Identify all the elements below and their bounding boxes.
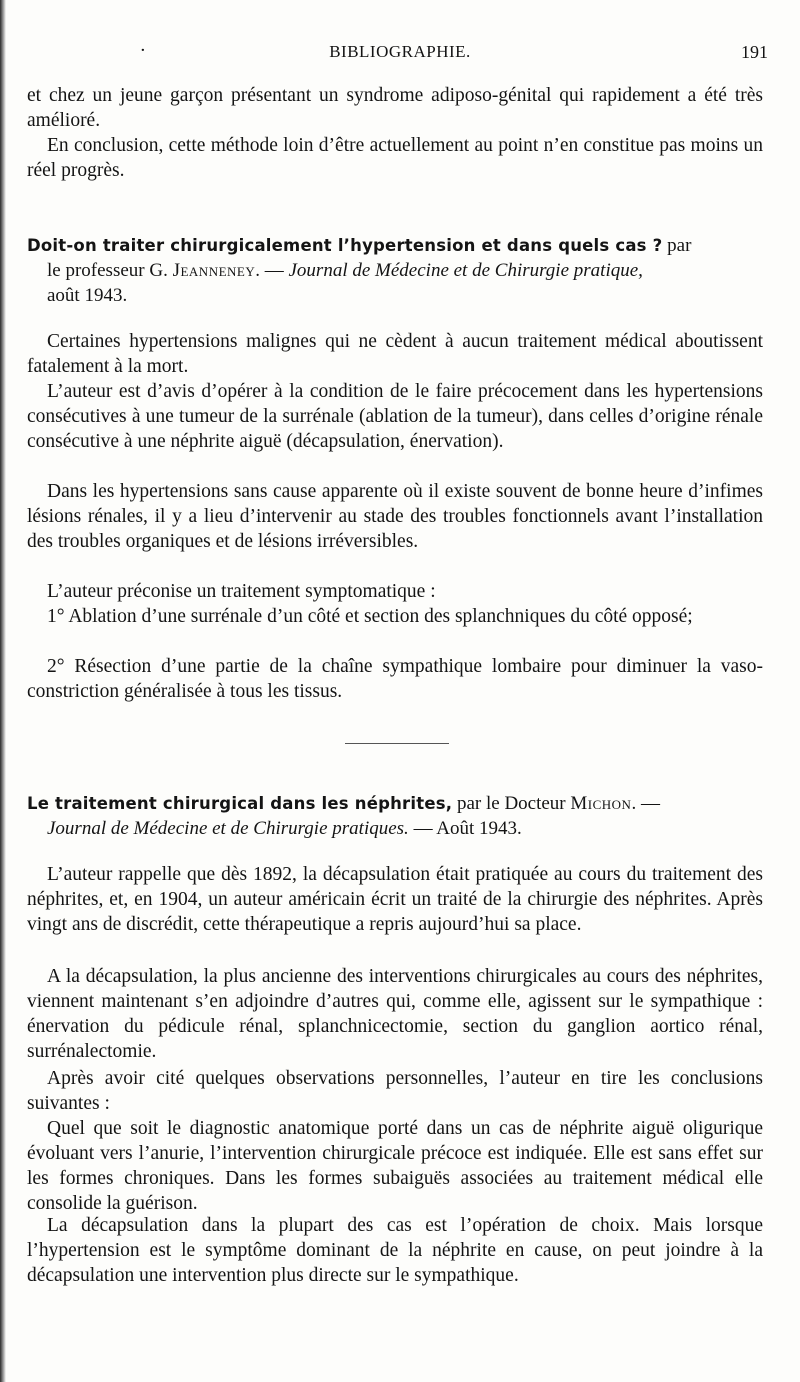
header-dot: · xyxy=(140,40,146,61)
article-1-prefix: le professeur G. xyxy=(47,260,173,281)
article-1-title-line xyxy=(27,233,767,258)
running-header xyxy=(0,42,800,68)
intro-paragraph-1: et chez un jeune garçon présentant un syndrome adiposo-génital qui rapidement a été très amélioré. xyxy=(27,85,763,131)
article-2-by: par le Docteur xyxy=(452,793,571,814)
article-1-paragraph-5: 1° Ablation d’une surrénale d’un côté et section des splanchniques du côté opposé; xyxy=(47,606,693,627)
article-1-reference-line xyxy=(47,258,767,283)
intro-paragraph-2: En conclusion, cette méthode loin d’être actuellement au point n’en constitue pas moins un réel progrès. xyxy=(27,135,763,181)
article-2-paragraph-1: L’auteur rappelle que dès 1892, la décapsulation était pratiquée au cours du traitement des néphrites, et, en 1904, un auteur américain écrit un traité de la chirurgie des néphrites. Après vingt ans de discrédit, cette thérapeutique a repris aujourd’hui sa place. xyxy=(27,864,763,935)
article-2-separator: . — xyxy=(631,793,660,814)
article-2-paragraph-2: A la décapsulation, la plus ancienne des interventions chirurgicales au cours des néphrites, viennent maintenant s’en adjoindre d’autres qui, comme elle, agissent sur le sympathique : énervation du pédicule rénal, splanchnicectomie, section du ganglion aortico rénal, surrénalectomie. xyxy=(27,966,763,1062)
article-1-date: août 1943. xyxy=(47,285,128,306)
article-2-reference-line xyxy=(47,816,767,841)
article-1-journal: Journal de Médecine et de Chirurgie pratique, xyxy=(288,260,643,281)
article-2-journal: Journal de Médecine et de Chirurgie pratiques. xyxy=(47,818,409,839)
article-1-title: Doit-on traiter chirurgicalement l’hypertension et dans quels cas ? xyxy=(27,236,663,255)
article-2-title-line xyxy=(27,791,767,816)
article-1-paragraph-4: L’auteur préconise un traitement symptomatique : xyxy=(47,581,436,602)
article-2-title: Le traitement chirurgical dans les néphrites, xyxy=(27,794,453,813)
page-edge-shadow xyxy=(0,0,6,1382)
section-divider xyxy=(345,743,449,744)
article-2-author: Michon xyxy=(570,793,632,814)
article-2-paragraph-5: La décapsulation dans la plupart des cas est l’opération de choix. Mais lorsque l’hypertension est le symptôme dominant de la néphrite en cause, on peut joindre à la décapsulation une intervention plus directe sur le sympathique. xyxy=(27,1215,763,1286)
header-title: BIBLIOGRAPHIE. xyxy=(329,42,471,61)
article-1-author: Jeanneney xyxy=(172,260,256,281)
page-number: 191 xyxy=(741,42,768,62)
article-1-paragraph-2: L’auteur est d’avis d’opérer à la condition de le faire précocement dans les hypertensions consécutives à une tumeur de la surrénale (ablation de la tumeur), dans celles d’origine rénale consécutive à une néphrite aiguë (décapsulation, énervation). xyxy=(27,381,763,452)
article-1-separator: . — xyxy=(255,260,289,281)
article-1-by: par xyxy=(662,235,692,256)
article-1-paragraph-6: 2° Résection d’une partie de la chaîne sympathique lombaire pour diminuer la vaso-constriction généralisée à tous les tissus. xyxy=(27,656,763,702)
article-2-paragraph-4: Quel que soit le diagnostic anatomique porté dans un cas de néphrite aiguë oligurique évoluant vers l’anurie, l’intervention chirurgicale précoce est indiquée. Elle est sans effet sur les formes chroniques. Dans les formes subaiguës associées au traitement médical elle consolide la guérison. xyxy=(27,1118,763,1214)
article-2-date: — Août 1943. xyxy=(408,818,522,839)
article-1-paragraph-1: Certaines hypertensions malignes qui ne cèdent à aucun traitement médical aboutissent fatalement à la mort. xyxy=(27,331,763,377)
article-1-paragraph-3: Dans les hypertensions sans cause apparente où il existe souvent de bonne heure d’infimes lésions rénales, il y a lieu d’intervenir au stade des troubles fonctionnels avant l’installation des troubles organiques et de lésions irréversibles. xyxy=(27,481,763,552)
article-2-paragraph-3: Après avoir cité quelques observations personnelles, l’auteur en tire les conclusions suivantes : xyxy=(27,1068,763,1114)
